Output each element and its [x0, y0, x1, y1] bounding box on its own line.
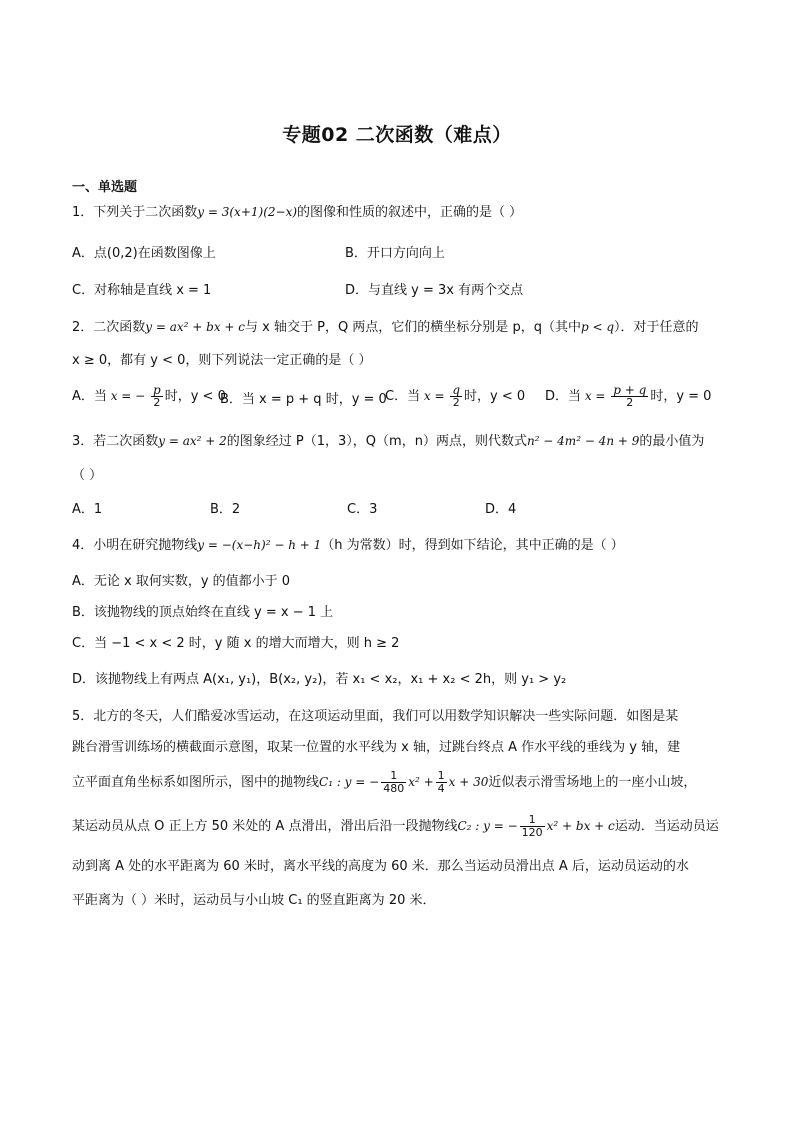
q3-text: 3．若二次函数 — [72, 434, 159, 449]
q3-text-3: 的最小值为 — [639, 434, 705, 449]
q3-expression-2: n² − 4m² − 4n + 9 — [526, 434, 640, 448]
q5-text-4: 运动．当运动员运 — [614, 819, 719, 834]
q2-c-text-2: 时，y < 0 — [464, 389, 526, 404]
q2-option-d: D．当 x = $\frac{p + q}{2}$ 时，y = 0 — [545, 383, 712, 409]
q2-d-text-2: 时，y = 0 — [650, 389, 712, 404]
q2-d-text: D．当 — [545, 389, 582, 404]
q5-c1-label: C₁ : y = − — [319, 775, 380, 789]
q5-line1: 5．北方的冬天，人们酷爱冰雪运动，在这项运动里面，我们可以用数学知识解决一些实际问题．如图是某 — [72, 709, 679, 724]
q2-a-text: A．当 — [72, 389, 107, 404]
q2-text: 2．二次函数 — [72, 320, 146, 335]
q3-option-b: B．2 — [210, 502, 241, 517]
q5-text-3: 某运动员从点 O 正上方 50 米处的 A 点滑出，滑出后沿一段抛物线 — [72, 819, 458, 834]
q3-option-d: D．4 — [485, 502, 517, 517]
q5-line2: 跳台滑雪训练场的横截面示意图，取某一位置的水平线为 x 轴，过跳台终点 A 作水平线的垂线为 y 轴，建 — [72, 740, 681, 755]
q2-a-fraction: $\frac{p}{2}$ — [153, 383, 161, 409]
q4-text-2: （h 为常数）时，得到如下结论，其中正确的是（ ） — [321, 538, 624, 553]
q5-c2-fraction: $\frac{1}{120}$ — [521, 813, 543, 839]
q2-option-c: C．当 x = $\frac{q}{2}$ 时，y < 0 — [385, 383, 526, 409]
q4-text: 4．小明在研究抛物线 — [72, 538, 198, 553]
section-heading: 一、单选题 — [72, 180, 138, 195]
q4-option-c: C．当 −1 < x < 2 时，y 随 x 的增大而增大，则 h ≥ 2 — [72, 636, 400, 651]
q2-option-a: A．当 x = − $\frac{p}{2}$ 时，y < 0 — [72, 383, 226, 409]
q2-d-fraction: $\frac{p + q}{2}$ — [613, 383, 647, 409]
q1-stem — [72, 203, 522, 222]
q2-stem-line2: x ≥ 0，都有 y < 0，则下列说法一定正确的是（ ） — [72, 353, 372, 368]
q5-c2-end: x² + bx + c — [546, 819, 615, 833]
q5-line4 — [72, 814, 719, 839]
q2-a-text-2: 时，y < 0 — [164, 389, 226, 404]
q2-stem-line1 — [72, 318, 699, 337]
q3-option-c: C．3 — [347, 502, 378, 517]
q1-option-d: D．与直线 y = 3x 有两个交点 — [345, 283, 524, 298]
q4-option-a: A．无论 x 取何实数，y 的值都小于 0 — [72, 574, 291, 589]
q4-expression: y = −(x−h)² − h + 1 — [197, 538, 322, 552]
q5-line3 — [72, 770, 696, 795]
q5-c1-fraction-1: $\frac{1}{480}$ — [383, 769, 405, 795]
q4-option-b: B．该抛物线的顶点始终在直线 y = x − 1 上 — [72, 605, 334, 620]
q3-stem-line1 — [72, 432, 704, 451]
q1-option-c: C．对称轴是直线 x = 1 — [72, 283, 212, 298]
q5-c1-mid: x² + — [408, 775, 434, 789]
q5-line6: 平距离为（ ）米时，运动员与小山坡 C₁ 的竖直距离为 20 米． — [72, 893, 436, 908]
q2-text-2: 与 x 轴交于 P，Q 两点，它们的横坐标分别是 p，q（其中 — [245, 320, 581, 335]
page-title: 专题02 二次函数（难点） — [282, 124, 512, 146]
q1-stem-text-2: 的图像和性质的叙述中，正确的是（ ） — [297, 205, 523, 220]
q3-option-a: A．1 — [72, 502, 103, 517]
q5-text: 立平面直角坐标系如图所示，图中的抛物线 — [72, 775, 320, 790]
q2-condition: p < q — [580, 320, 614, 334]
q1-expression: y = 3(x+1)(2−x) — [197, 205, 298, 219]
q5-c2-label: C₂ : y = − — [457, 819, 518, 833]
q5-c1-fraction-2: $\frac{1}{4}$ — [437, 769, 445, 795]
q3-stem-line2: （ ） — [72, 468, 103, 483]
q4-stem — [72, 536, 624, 555]
q2-option-b: B．当 x = p + q 时，y = 0 — [220, 392, 387, 407]
q5-c1-end: x + 30 — [448, 775, 489, 789]
q2-c-text: C．当 — [385, 389, 421, 404]
q2-c-fraction: $\frac{q}{2}$ — [452, 383, 461, 409]
q5-text-2: 近似表示滑雪场地上的一座小山坡， — [488, 775, 697, 790]
q4-option-d: D．该抛物线上有两点 A(x₁, y₁)，B(x₂, y₂)，若 x₁ < x₂，x₁ + x₂ < 2h，则 y₁ > y₂ — [72, 672, 567, 687]
q1-stem-text: 1．下列关于二次函数 — [72, 205, 198, 220]
q5-line5: 动到离 A 处的水平距离为 60 米时，离水平线的高度为 60 米．那么当运动员滑出点 A 后，运动员运动的水 — [72, 859, 689, 874]
q2-expression: y = ax² + bx + c — [145, 320, 246, 334]
q1-option-a: A．点(0,2)在函数图像上 — [72, 246, 216, 261]
q3-text-2: 的图象经过 P（1，3），Q（m，n）两点，则代数式 — [226, 434, 527, 449]
q3-expression: y = ax² + 2 — [158, 434, 227, 448]
q1-option-b: B．开口方向向上 — [345, 246, 445, 261]
q2-text-3: ）．对于任意的 — [614, 320, 699, 335]
